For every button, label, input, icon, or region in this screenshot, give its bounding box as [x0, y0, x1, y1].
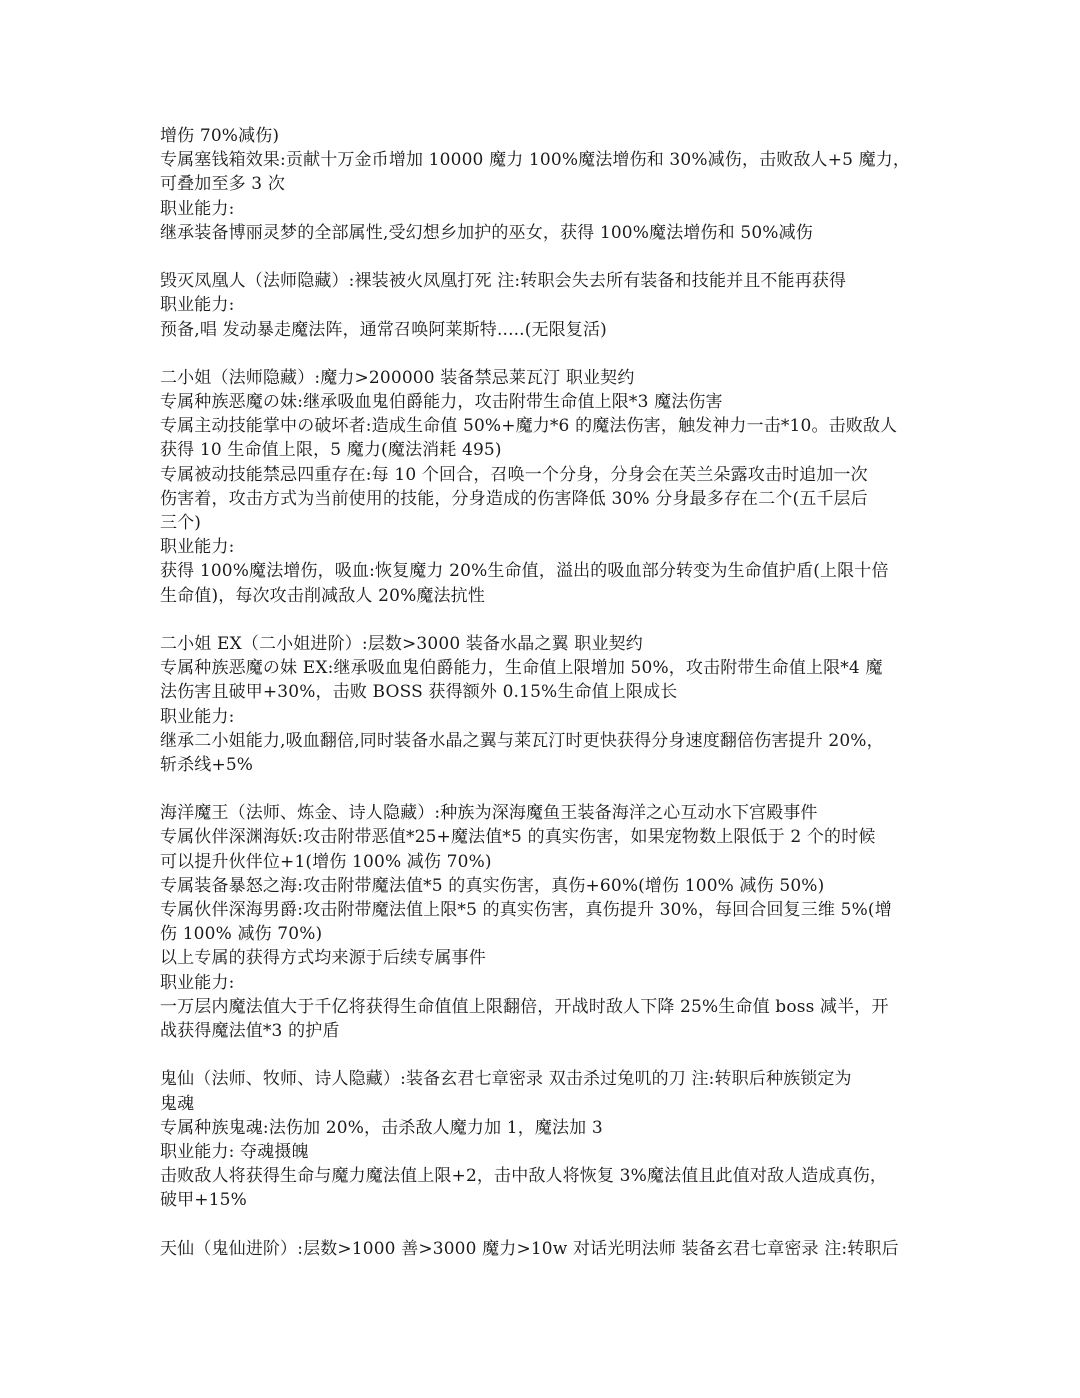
text-line: 职业能力: — [160, 972, 235, 993]
text-line: 预备,唱 发动暴走魔法阵，通常召唤阿莱斯特.....(无限复活) — [160, 319, 607, 340]
text-line: 专属伙伴深海男爵:攻击附带魔法值上限*5 的真实伤害，真伤提升 30%，每回合回复三维 5%(增 — [160, 900, 892, 920]
text-line: 增伤 70%减伤) — [160, 126, 280, 146]
text-line: 一万层内魔法值大于千亿将获得生命值值上限翻倍，开战时敌人下降 25%生命值 boss 减半，开 — [160, 996, 889, 1017]
text-line: 继承二小姐能力,吸血翻倍,同时装备水晶之翼与莱瓦汀时更快获得分身速度翻倍伤害提升 20%， — [160, 730, 884, 751]
text-line: 获得 10 生命值上限，5 魔力(魔法消耗 495) — [160, 440, 502, 461]
text-line: 战获得魔法值*3 的护盾 — [160, 1020, 340, 1041]
text-line: 职业能力: — [160, 198, 235, 219]
text-line: 专属伙伴深渊海妖:攻击附带恶值*25+魔法值*5 的真实伤害，如果宠物数上限低于 2 个的时候 — [160, 827, 876, 848]
section-heading: 二小姐 EX（二小姐进阶）:层数>3000 装备水晶之翼 职业契约 — [160, 633, 643, 654]
section-heading: 鬼仙（法师、牧师、诗人隐藏）:装备玄君七章密录 双击杀过兔叽的刀 注:转职后种族锁定为 — [160, 1069, 852, 1090]
text-line: 生命值)，每次攻击削减敌人 20%魔法抗性 — [160, 585, 485, 606]
blank-line — [160, 1043, 930, 1067]
text-line: 专属被动技能禁忌四重存在:每 10 个回合，召唤一个分身，分身会在芙兰朵露攻击时追加一次 — [160, 464, 868, 485]
text-line: 专属塞钱箱效果:贡献十万金币增加 10000 魔力 100%魔法增伤和 30%减伤，击败敌人+5 魔力， — [160, 150, 911, 171]
text-line: 专属种族鬼魂:法伤加 20%，击杀敌人魔力加 1，魔法加 3 — [160, 1117, 603, 1138]
text-line: 可叠加至多 3 次 — [160, 174, 285, 195]
text-line: 专属主动技能掌中の破坏者:造成生命值 50%+魔力*6 的魔法伤害，触发神力一击*10。击败敌人 — [160, 416, 898, 437]
text-line: 三个) — [160, 513, 202, 533]
text-line: 破甲+15% — [160, 1190, 247, 1211]
section-heading: 海洋魔王（法师、炼金、诗人隐藏）:种族为深海魔鱼王装备海洋之心互动水下宫殿事件 — [160, 803, 818, 824]
text-line: 专属装备暴怒之海:攻击附带魔法值*5 的真实伤害，真伤+60%(增伤 100% 减伤 50%) — [160, 875, 825, 896]
text-line: 斩杀线+5% — [160, 754, 254, 775]
text-line: 以上专属的获得方式均来源于后续专属事件 — [160, 948, 486, 969]
document-body — [160, 124, 930, 1261]
blank-line — [160, 777, 930, 801]
section-heading: 毁灭凤凰人（法师隐藏）:裸装被火凤凰打死 注:转职会失去所有装备和技能并且不能再获得 — [160, 271, 847, 292]
section-heading: 二小姐（法师隐藏）:魔力>200000 装备禁忌莱瓦汀 职业契约 — [160, 367, 635, 388]
blank-line — [160, 245, 930, 269]
text-line: 伤害着，攻击方式为当前使用的技能，分身造成的伤害降低 30% 分身最多存在二个(五千层后 — [160, 488, 868, 509]
blank-line — [160, 608, 930, 632]
section-heading: 天仙（鬼仙进阶）:层数>1000 善>3000 魔力>10w 对话光明法师 装备玄君七章密录 注:转职后 — [160, 1238, 899, 1259]
text-line: 伤 100% 减伤 70%) — [160, 924, 323, 945]
text-line: 继承装备博丽灵梦的全部属性,受幻想乡加护的巫女，获得 100%魔法增伤和 50%减伤 — [160, 222, 813, 243]
text-line: 可以提升伙伴位+1(增伤 100% 减伤 70%) — [160, 851, 492, 872]
text-line: 职业能力: 夺魂摄魄 — [160, 1141, 309, 1162]
text-line: 职业能力: — [160, 295, 235, 316]
text-line: 职业能力: — [160, 706, 235, 727]
text-line: 专属种族恶魔の妹:继承吸血鬼伯爵能力，攻击附带生命值上限*3 魔法伤害 — [160, 392, 723, 413]
text-line: 击败敌人将获得生命与魔力魔法值上限+2，击中敌人将恢复 3%魔法值且此值对敌人造成真伤， — [160, 1166, 888, 1187]
text-line: 职业能力: — [160, 537, 235, 558]
text-line: 获得 100%魔法增伤，吸血:恢复魔力 20%生命值，溢出的吸血部分转变为生命值护盾(上限十倍 — [160, 561, 889, 582]
text-line: 法伤害且破甲+30%，击败 BOSS 获得额外 0.15%生命值上限成长 — [160, 682, 678, 703]
text-line: 鬼魂 — [160, 1093, 195, 1114]
blank-line — [160, 342, 930, 366]
text-line: 专属种族恶魔の妹 EX:继承吸血鬼伯爵能力，生命值上限增加 50%，攻击附带生命值上限*4 魔 — [160, 658, 883, 679]
blank-line — [160, 1212, 930, 1236]
